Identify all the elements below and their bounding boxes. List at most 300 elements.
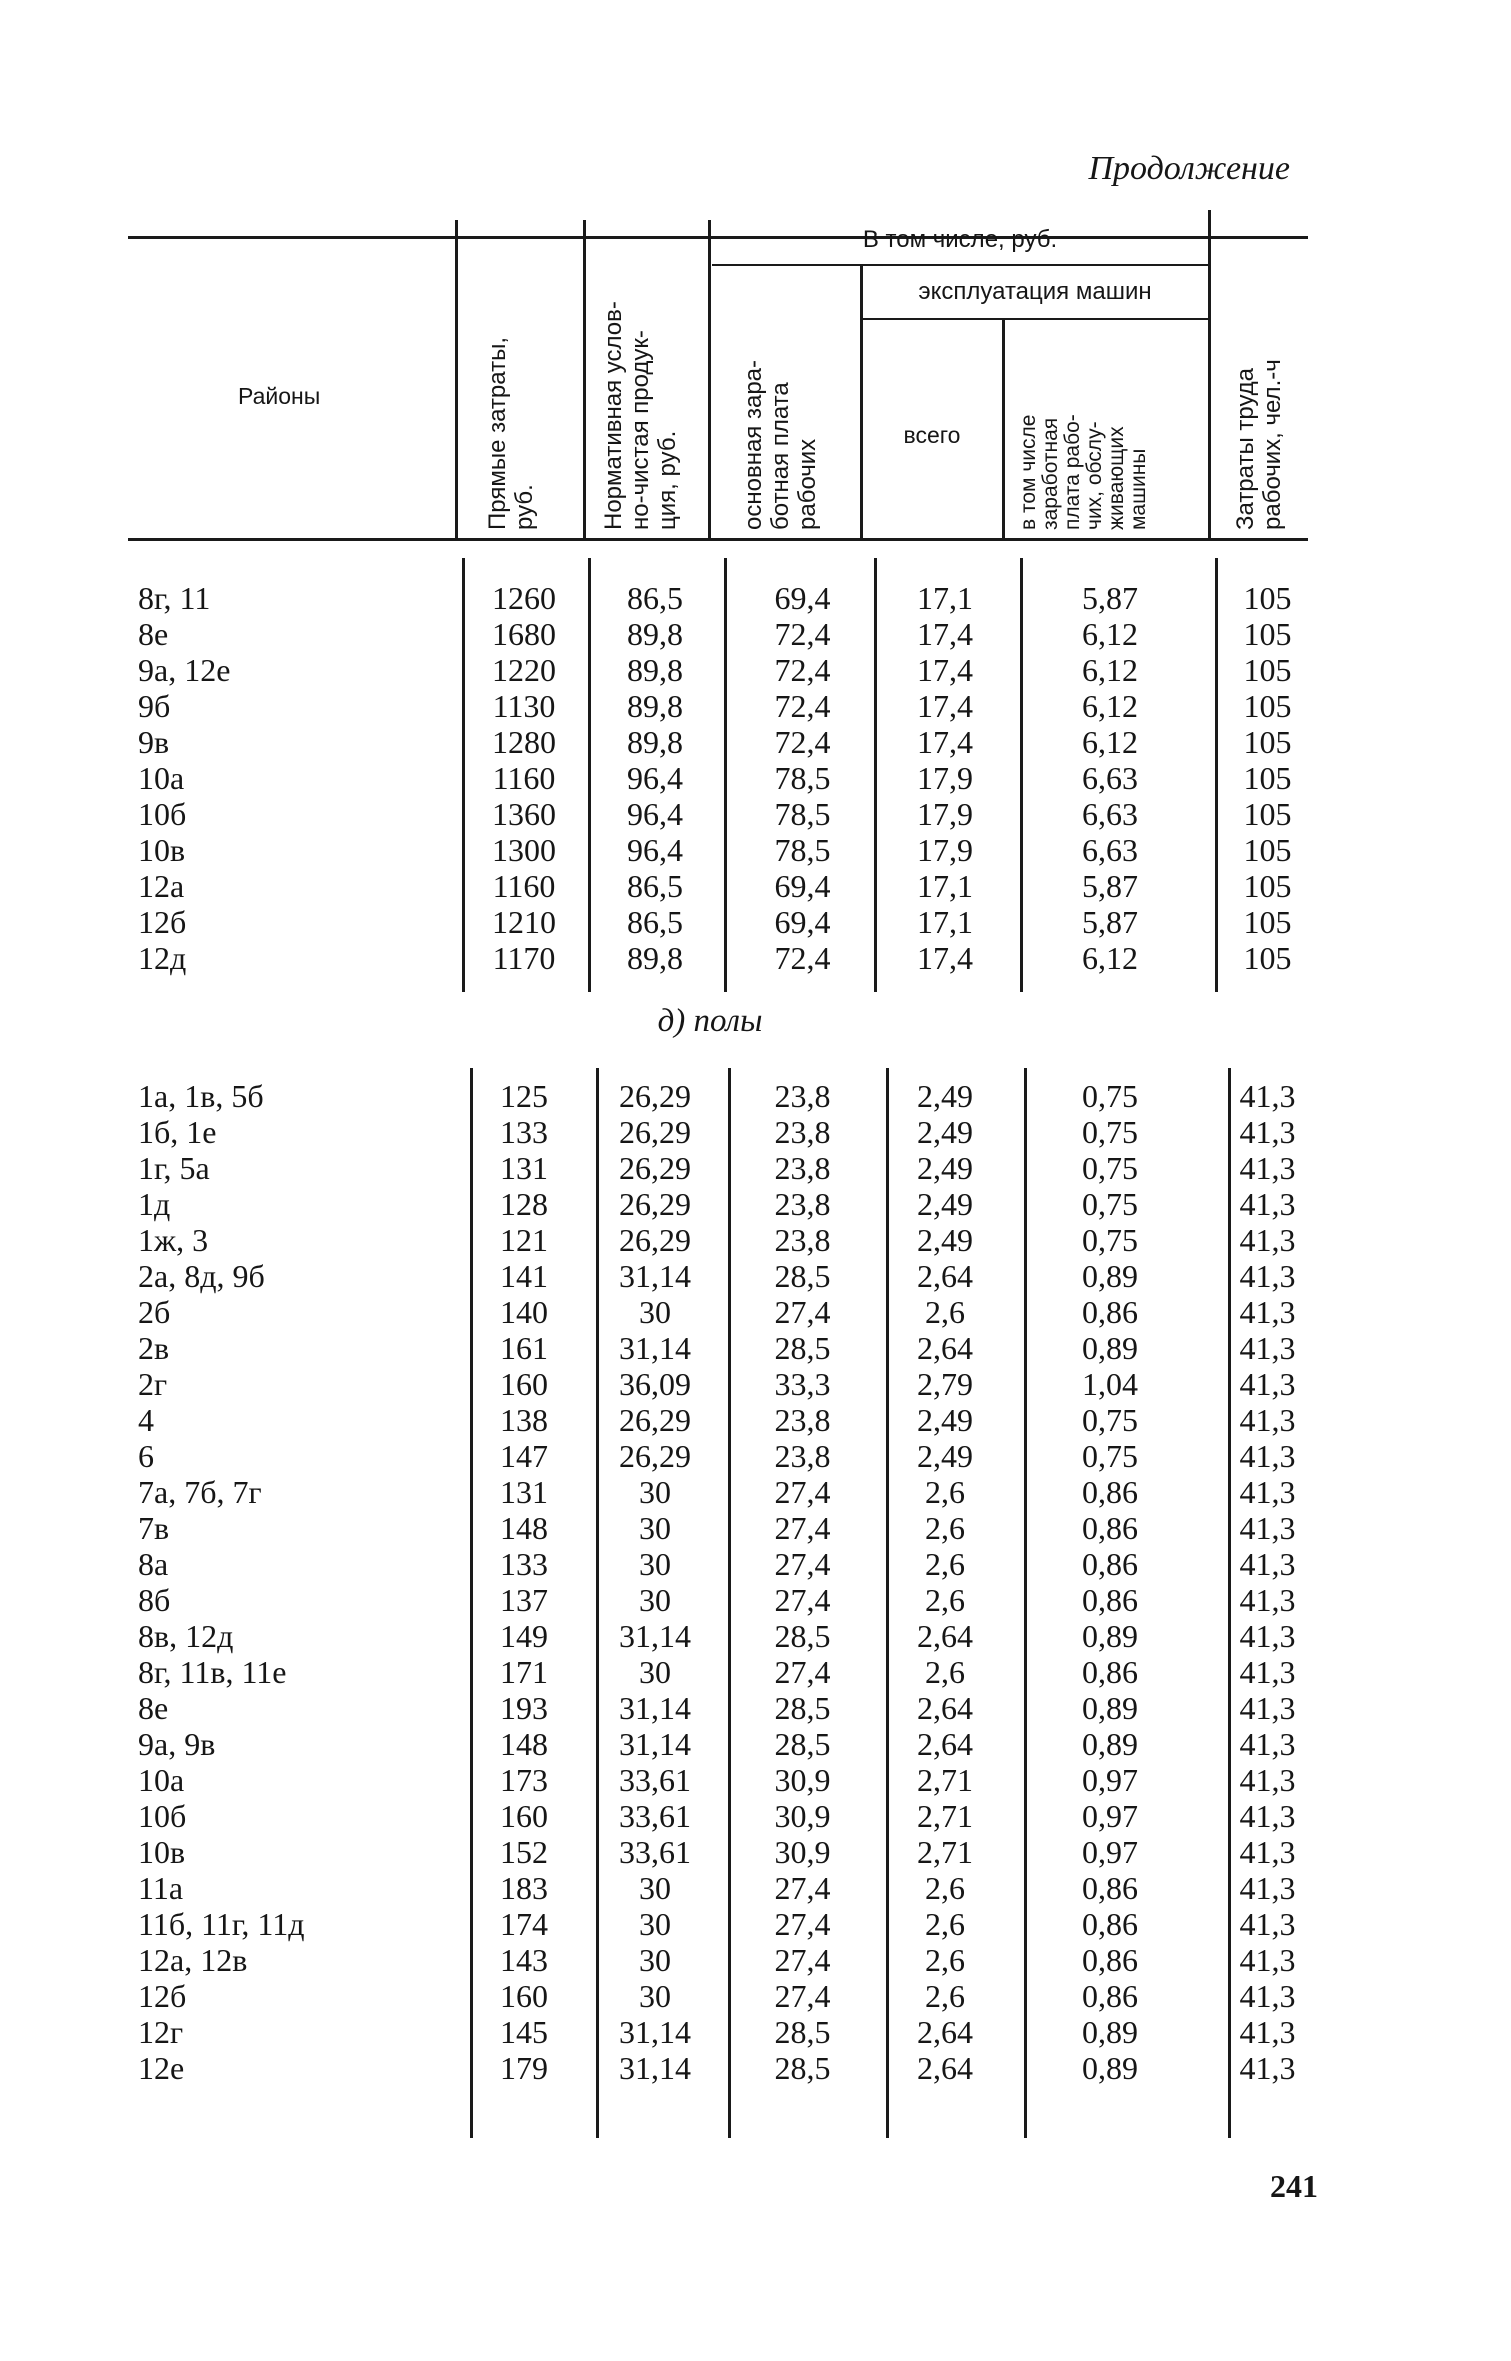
value-cell-c3: 27,4 xyxy=(774,1978,831,2014)
value-cell-c1: 143 xyxy=(500,1942,548,1978)
value-cell-c4: 2,49 xyxy=(917,1114,973,1150)
value-cell-c3: 72,4 xyxy=(774,724,831,760)
value-cell-c3: 69,4 xyxy=(774,868,831,904)
value-cell-c3: 27,4 xyxy=(774,1906,831,1942)
value-cell-c6: 41,3 xyxy=(1239,1402,1296,1438)
value-cell-c2: 89,8 xyxy=(627,724,683,760)
value-cell-c1: 1220 xyxy=(492,652,556,688)
value-cell-c1: 173 xyxy=(500,1762,548,1798)
value-cell-c1: 174 xyxy=(500,1906,548,1942)
header-vline-4 xyxy=(860,266,863,540)
district-cell: 8г, 11в, 11е xyxy=(138,1654,287,1690)
header-including: В том числе, руб. xyxy=(862,226,1058,253)
table-row xyxy=(0,868,1511,904)
value-cell-c5: 6,12 xyxy=(1082,724,1138,760)
value-cell-c2: 31,14 xyxy=(619,2050,691,2086)
table-row xyxy=(0,1690,1511,1726)
value-cell-c6: 41,3 xyxy=(1239,1582,1296,1618)
value-cell-c6: 41,3 xyxy=(1239,1978,1296,2014)
header-vline-3 xyxy=(708,220,711,540)
value-cell-c6: 41,3 xyxy=(1239,1690,1296,1726)
value-cell-c6: 105 xyxy=(1243,796,1292,832)
value-cell-c3: 69,4 xyxy=(774,580,831,616)
value-cell-c3: 23,8 xyxy=(774,1150,831,1186)
value-cell-c4: 17,1 xyxy=(917,904,973,940)
header-base-wage: основная зара- ботная плата рабочих xyxy=(740,359,821,530)
table-row xyxy=(0,1438,1511,1474)
value-cell-c2: 89,8 xyxy=(627,940,683,976)
value-cell-c2: 30 xyxy=(639,1906,671,1942)
value-cell-c4: 2,49 xyxy=(917,1438,973,1474)
table-row xyxy=(0,1798,1511,1834)
value-cell-c6: 41,3 xyxy=(1239,1474,1296,1510)
page-number: 241 xyxy=(1270,2168,1318,2204)
value-cell-c5: 0,86 xyxy=(1082,1510,1138,1546)
value-cell-c4: 2,71 xyxy=(917,1762,973,1798)
district-cell: 12б xyxy=(138,1978,187,2014)
district-cell: 2а, 8д, 9б xyxy=(138,1258,265,1294)
value-cell-c3: 28,5 xyxy=(774,2050,831,2086)
value-cell-c5: 0,97 xyxy=(1082,1834,1138,1870)
value-cell-c1: 140 xyxy=(500,1294,548,1330)
value-cell-c4: 17,4 xyxy=(917,940,973,976)
district-cell: 8г, 11 xyxy=(138,580,211,616)
value-cell-c5: 0,86 xyxy=(1082,1582,1138,1618)
value-cell-c5: 0,75 xyxy=(1082,1222,1138,1258)
value-cell-c3: 23,8 xyxy=(774,1438,831,1474)
value-cell-c2: 96,4 xyxy=(627,796,683,832)
value-cell-c4: 2,49 xyxy=(917,1186,973,1222)
value-cell-c1: 1260 xyxy=(492,580,556,616)
value-cell-c1: 160 xyxy=(500,1978,548,2014)
value-cell-c6: 41,3 xyxy=(1239,1114,1296,1150)
district-cell: 2г xyxy=(138,1366,168,1402)
value-cell-c6: 105 xyxy=(1243,760,1292,796)
value-cell-c2: 36,09 xyxy=(619,1366,691,1402)
district-cell: 12г xyxy=(138,2014,184,2050)
value-cell-c3: 23,8 xyxy=(774,1078,831,1114)
value-cell-c2: 96,4 xyxy=(627,760,683,796)
value-cell-c1: 183 xyxy=(500,1870,548,1906)
value-cell-c5: 6,12 xyxy=(1082,652,1138,688)
value-cell-c6: 41,3 xyxy=(1239,1186,1296,1222)
value-cell-c6: 105 xyxy=(1243,688,1292,724)
value-cell-c2: 30 xyxy=(639,1474,671,1510)
value-cell-c6: 41,3 xyxy=(1239,1438,1296,1474)
table-row xyxy=(0,1834,1511,1870)
district-cell: 12а, 12в xyxy=(138,1942,248,1978)
district-cell: 10б xyxy=(138,1798,187,1834)
value-cell-c1: 160 xyxy=(500,1798,548,1834)
header-vline-1 xyxy=(455,220,458,540)
value-cell-c6: 41,3 xyxy=(1239,1834,1296,1870)
value-cell-c2: 31,14 xyxy=(619,1690,691,1726)
value-cell-c1: 138 xyxy=(500,1402,548,1438)
value-cell-c5: 0,89 xyxy=(1082,1618,1138,1654)
value-cell-c6: 41,3 xyxy=(1239,1294,1296,1330)
value-cell-c1: 171 xyxy=(500,1654,548,1690)
district-cell: 1б, 1е xyxy=(138,1114,217,1150)
value-cell-c5: 0,89 xyxy=(1082,2014,1138,2050)
value-cell-c1: 1160 xyxy=(492,868,556,904)
district-cell: 1г, 5а xyxy=(138,1150,210,1186)
value-cell-c2: 33,61 xyxy=(619,1762,691,1798)
value-cell-c1: 1170 xyxy=(492,940,556,976)
value-cell-c6: 41,3 xyxy=(1239,1870,1296,1906)
district-cell: 2б xyxy=(138,1294,171,1330)
value-cell-c3: 78,5 xyxy=(774,832,831,868)
table-row xyxy=(0,1510,1511,1546)
value-cell-c3: 27,4 xyxy=(774,1294,831,1330)
value-cell-c6: 105 xyxy=(1243,904,1292,940)
value-cell-c1: 1300 xyxy=(492,832,556,868)
value-cell-c5: 0,89 xyxy=(1082,1258,1138,1294)
value-cell-c4: 17,9 xyxy=(917,796,973,832)
district-cell: 9а, 12е xyxy=(138,652,231,688)
value-cell-c5: 6,12 xyxy=(1082,940,1138,976)
value-cell-c5: 0,75 xyxy=(1082,1402,1138,1438)
value-cell-c1: 1280 xyxy=(492,724,556,760)
value-cell-c2: 26,29 xyxy=(619,1222,691,1258)
value-cell-c2: 26,29 xyxy=(619,1078,691,1114)
value-cell-c4: 2,6 xyxy=(925,1510,965,1546)
header-total: всего xyxy=(903,422,961,448)
table-row xyxy=(0,616,1511,652)
value-cell-c1: 125 xyxy=(500,1078,548,1114)
district-cell: 8е xyxy=(138,616,169,652)
value-cell-c6: 105 xyxy=(1243,652,1292,688)
value-cell-c6: 105 xyxy=(1243,580,1292,616)
value-cell-c3: 23,8 xyxy=(774,1186,831,1222)
table-row xyxy=(0,1330,1511,1366)
value-cell-c5: 6,63 xyxy=(1082,760,1138,796)
value-cell-c1: 137 xyxy=(500,1582,548,1618)
value-cell-c2: 86,5 xyxy=(627,580,683,616)
value-cell-c5: 0,89 xyxy=(1082,1690,1138,1726)
table-row xyxy=(0,1402,1511,1438)
value-cell-c6: 41,3 xyxy=(1239,1654,1296,1690)
value-cell-c3: 23,8 xyxy=(774,1222,831,1258)
table-row xyxy=(0,1726,1511,1762)
table-row xyxy=(0,1258,1511,1294)
table-row xyxy=(0,1654,1511,1690)
district-cell: 11б, 11г, 11д xyxy=(138,1906,305,1942)
value-cell-c1: 131 xyxy=(500,1474,548,1510)
value-cell-c2: 26,29 xyxy=(619,1150,691,1186)
value-cell-c6: 41,3 xyxy=(1239,1942,1296,1978)
value-cell-c4: 17,4 xyxy=(917,724,973,760)
value-cell-c2: 31,14 xyxy=(619,1618,691,1654)
value-cell-c2: 30 xyxy=(639,1294,671,1330)
value-cell-c5: 0,86 xyxy=(1082,1906,1138,1942)
district-cell: 12б xyxy=(138,904,187,940)
value-cell-c4: 17,1 xyxy=(917,868,973,904)
value-cell-c5: 0,97 xyxy=(1082,1762,1138,1798)
value-cell-c1: 1210 xyxy=(492,904,556,940)
value-cell-c2: 31,14 xyxy=(619,2014,691,2050)
value-cell-c3: 27,4 xyxy=(774,1474,831,1510)
value-cell-c6: 41,3 xyxy=(1239,1510,1296,1546)
value-cell-c6: 41,3 xyxy=(1239,1618,1296,1654)
value-cell-c6: 41,3 xyxy=(1239,1078,1296,1114)
value-cell-c1: 148 xyxy=(500,1726,548,1762)
district-cell: 6 xyxy=(138,1438,154,1474)
value-cell-c1: 161 xyxy=(500,1330,548,1366)
value-cell-c4: 2,6 xyxy=(925,1906,965,1942)
value-cell-c4: 17,4 xyxy=(917,616,973,652)
value-cell-c6: 41,3 xyxy=(1239,1222,1296,1258)
value-cell-c6: 105 xyxy=(1243,868,1292,904)
value-cell-c1: 1360 xyxy=(492,796,556,832)
value-cell-c1: 193 xyxy=(500,1690,548,1726)
value-cell-c1: 160 xyxy=(500,1366,548,1402)
including-rule xyxy=(712,264,1208,266)
value-cell-c4: 17,9 xyxy=(917,832,973,868)
value-cell-c3: 28,5 xyxy=(774,1690,831,1726)
table-row xyxy=(0,1582,1511,1618)
table-row xyxy=(0,1546,1511,1582)
value-cell-c3: 78,5 xyxy=(774,796,831,832)
table-row xyxy=(0,652,1511,688)
table-row xyxy=(0,1870,1511,1906)
value-cell-c2: 30 xyxy=(639,1942,671,1978)
value-cell-c1: 148 xyxy=(500,1510,548,1546)
value-cell-c3: 28,5 xyxy=(774,2014,831,2050)
value-cell-c4: 2,79 xyxy=(917,1366,973,1402)
table-row xyxy=(0,1366,1511,1402)
value-cell-c2: 33,61 xyxy=(619,1834,691,1870)
value-cell-c1: 141 xyxy=(500,1258,548,1294)
value-cell-c5: 0,86 xyxy=(1082,1474,1138,1510)
table-row xyxy=(0,796,1511,832)
value-cell-c5: 5,87 xyxy=(1082,904,1138,940)
table-row xyxy=(0,2014,1511,2050)
value-cell-c6: 41,3 xyxy=(1239,1726,1296,1762)
section-title: д) полы xyxy=(657,1003,763,1039)
value-cell-c4: 2,49 xyxy=(917,1222,973,1258)
value-cell-c4: 2,71 xyxy=(917,1834,973,1870)
district-cell: 9б xyxy=(138,688,171,724)
value-cell-c3: 28,5 xyxy=(774,1618,831,1654)
value-cell-c4: 2,71 xyxy=(917,1798,973,1834)
header-labor: Затраты труда рабочих, чел.-ч xyxy=(1232,359,1286,530)
value-cell-c5: 0,86 xyxy=(1082,1654,1138,1690)
district-cell: 1д xyxy=(138,1186,171,1222)
value-cell-c5: 6,12 xyxy=(1082,616,1138,652)
value-cell-c6: 41,3 xyxy=(1239,1762,1296,1798)
machine-rule xyxy=(862,318,1208,320)
value-cell-c6: 41,3 xyxy=(1239,1258,1296,1294)
value-cell-c4: 2,6 xyxy=(925,1546,965,1582)
value-cell-c3: 72,4 xyxy=(774,616,831,652)
value-cell-c3: 27,4 xyxy=(774,1942,831,1978)
value-cell-c5: 0,97 xyxy=(1082,1798,1138,1834)
table-row xyxy=(0,1294,1511,1330)
value-cell-c2: 26,29 xyxy=(619,1114,691,1150)
value-cell-c6: 41,3 xyxy=(1239,1798,1296,1834)
value-cell-c1: 121 xyxy=(500,1222,548,1258)
district-cell: 9в xyxy=(138,724,170,760)
value-cell-c3: 23,8 xyxy=(774,1114,831,1150)
value-cell-c2: 30 xyxy=(639,1978,671,2014)
value-cell-c6: 41,3 xyxy=(1239,2050,1296,2086)
district-cell: 12е xyxy=(138,2050,185,2086)
value-cell-c3: 30,9 xyxy=(774,1798,831,1834)
value-cell-c2: 26,29 xyxy=(619,1438,691,1474)
value-cell-c4: 2,64 xyxy=(917,1618,973,1654)
value-cell-c5: 6,63 xyxy=(1082,796,1138,832)
value-cell-c3: 27,4 xyxy=(774,1582,831,1618)
table-row xyxy=(0,1222,1511,1258)
value-cell-c2: 30 xyxy=(639,1546,671,1582)
value-cell-c3: 30,9 xyxy=(774,1762,831,1798)
value-cell-c3: 72,4 xyxy=(774,940,831,976)
value-cell-c2: 30 xyxy=(639,1510,671,1546)
value-cell-c6: 105 xyxy=(1243,832,1292,868)
value-cell-c6: 41,3 xyxy=(1239,2014,1296,2050)
value-cell-c3: 27,4 xyxy=(774,1510,831,1546)
value-cell-c3: 28,5 xyxy=(774,1726,831,1762)
table-row xyxy=(0,1762,1511,1798)
value-cell-c6: 41,3 xyxy=(1239,1366,1296,1402)
value-cell-c5: 0,86 xyxy=(1082,1546,1138,1582)
value-cell-c5: 0,89 xyxy=(1082,2050,1138,2086)
value-cell-c4: 2,6 xyxy=(925,1654,965,1690)
value-cell-c1: 152 xyxy=(500,1834,548,1870)
district-cell: 12а xyxy=(138,868,185,904)
value-cell-c3: 72,4 xyxy=(774,652,831,688)
value-cell-c4: 2,49 xyxy=(917,1150,973,1186)
value-cell-c4: 17,1 xyxy=(917,580,973,616)
value-cell-c4: 2,6 xyxy=(925,1294,965,1330)
table-row xyxy=(0,1078,1511,1114)
table-row xyxy=(0,2050,1511,2086)
value-cell-c5: 0,75 xyxy=(1082,1150,1138,1186)
table-row xyxy=(0,1150,1511,1186)
value-cell-c2: 31,14 xyxy=(619,1726,691,1762)
value-cell-c5: 0,89 xyxy=(1082,1726,1138,1762)
header-incl-wage: в том числе заработная плата рабо- чих, обслу- живающих машины xyxy=(1017,414,1150,530)
table-row xyxy=(0,1186,1511,1222)
table-row xyxy=(0,688,1511,724)
value-cell-c2: 26,29 xyxy=(619,1402,691,1438)
district-cell: 2в xyxy=(138,1330,170,1366)
table-row xyxy=(0,940,1511,976)
district-cell: 1ж, 3 xyxy=(138,1222,209,1258)
value-cell-c2: 33,61 xyxy=(619,1798,691,1834)
district-cell: 12д xyxy=(138,940,187,976)
value-cell-c4: 2,6 xyxy=(925,1474,965,1510)
value-cell-c3: 30,9 xyxy=(774,1834,831,1870)
value-cell-c2: 89,8 xyxy=(627,688,683,724)
value-cell-c1: 179 xyxy=(500,2050,548,2086)
header-direct-costs: Прямые затраты, руб. xyxy=(484,337,538,530)
district-cell: 10в xyxy=(138,832,186,868)
value-cell-c4: 2,6 xyxy=(925,1942,965,1978)
value-cell-c3: 33,3 xyxy=(774,1366,831,1402)
district-cell: 7в xyxy=(138,1510,170,1546)
value-cell-c5: 6,12 xyxy=(1082,688,1138,724)
district-cell: 11а xyxy=(138,1870,184,1906)
value-cell-c6: 41,3 xyxy=(1239,1906,1296,1942)
district-cell: 4 xyxy=(138,1402,154,1438)
value-cell-c3: 28,5 xyxy=(774,1258,831,1294)
continuation-label: Продолжение xyxy=(1088,150,1290,187)
table-row xyxy=(0,580,1511,616)
value-cell-c2: 30 xyxy=(639,1582,671,1618)
value-cell-c5: 0,86 xyxy=(1082,1942,1138,1978)
value-cell-c2: 31,14 xyxy=(619,1330,691,1366)
table-row xyxy=(0,1906,1511,1942)
value-cell-c2: 86,5 xyxy=(627,868,683,904)
value-cell-c1: 133 xyxy=(500,1546,548,1582)
value-cell-c3: 72,4 xyxy=(774,688,831,724)
table-row xyxy=(0,1618,1511,1654)
value-cell-c4: 2,49 xyxy=(917,1078,973,1114)
value-cell-c1: 1130 xyxy=(492,688,556,724)
value-cell-c3: 27,4 xyxy=(774,1546,831,1582)
value-cell-c4: 2,64 xyxy=(917,1258,973,1294)
district-cell: 7а, 7б, 7г xyxy=(138,1474,262,1510)
value-cell-c1: 149 xyxy=(500,1618,548,1654)
value-cell-c1: 133 xyxy=(500,1114,548,1150)
value-cell-c4: 2,64 xyxy=(917,1330,973,1366)
value-cell-c2: 30 xyxy=(639,1870,671,1906)
value-cell-c5: 5,87 xyxy=(1082,868,1138,904)
value-cell-c2: 86,5 xyxy=(627,904,683,940)
table-row xyxy=(0,1114,1511,1150)
value-cell-c4: 2,64 xyxy=(917,1690,973,1726)
district-cell: 8в, 12д xyxy=(138,1618,234,1654)
value-cell-c6: 41,3 xyxy=(1239,1330,1296,1366)
value-cell-c1: 1160 xyxy=(492,760,556,796)
value-cell-c4: 2,64 xyxy=(917,2014,973,2050)
value-cell-c5: 6,63 xyxy=(1082,832,1138,868)
value-cell-c2: 89,8 xyxy=(627,652,683,688)
value-cell-c3: 28,5 xyxy=(774,1330,831,1366)
value-cell-c2: 30 xyxy=(639,1654,671,1690)
value-cell-c4: 2,6 xyxy=(925,1870,965,1906)
value-cell-c3: 27,4 xyxy=(774,1870,831,1906)
value-cell-c1: 131 xyxy=(500,1150,548,1186)
table-row xyxy=(0,760,1511,796)
table-row xyxy=(0,1474,1511,1510)
header-vline-2 xyxy=(583,220,586,540)
value-cell-c2: 96,4 xyxy=(627,832,683,868)
district-cell: 8а xyxy=(138,1546,169,1582)
district-cell: 10в xyxy=(138,1834,186,1870)
value-cell-c5: 0,75 xyxy=(1082,1114,1138,1150)
district-cell: 10а xyxy=(138,1762,185,1798)
value-cell-c3: 69,4 xyxy=(774,904,831,940)
value-cell-c5: 0,89 xyxy=(1082,1330,1138,1366)
district-cell: 8б xyxy=(138,1582,171,1618)
header-district: Районы xyxy=(238,383,321,409)
value-cell-c4: 17,4 xyxy=(917,688,973,724)
value-cell-c3: 78,5 xyxy=(774,760,831,796)
value-cell-c4: 2,6 xyxy=(925,1582,965,1618)
header-bottom-rule xyxy=(128,538,1308,541)
value-cell-c5: 0,75 xyxy=(1082,1078,1138,1114)
value-cell-c4: 2,49 xyxy=(917,1402,973,1438)
value-cell-c2: 89,8 xyxy=(627,616,683,652)
value-cell-c2: 31,14 xyxy=(619,1258,691,1294)
header-normative-output: Нормативная услов- но-чистая продук- ция, руб. xyxy=(600,301,681,530)
value-cell-c6: 105 xyxy=(1243,940,1292,976)
value-cell-c5: 0,86 xyxy=(1082,1870,1138,1906)
value-cell-c1: 147 xyxy=(500,1438,548,1474)
table-row xyxy=(0,1942,1511,1978)
